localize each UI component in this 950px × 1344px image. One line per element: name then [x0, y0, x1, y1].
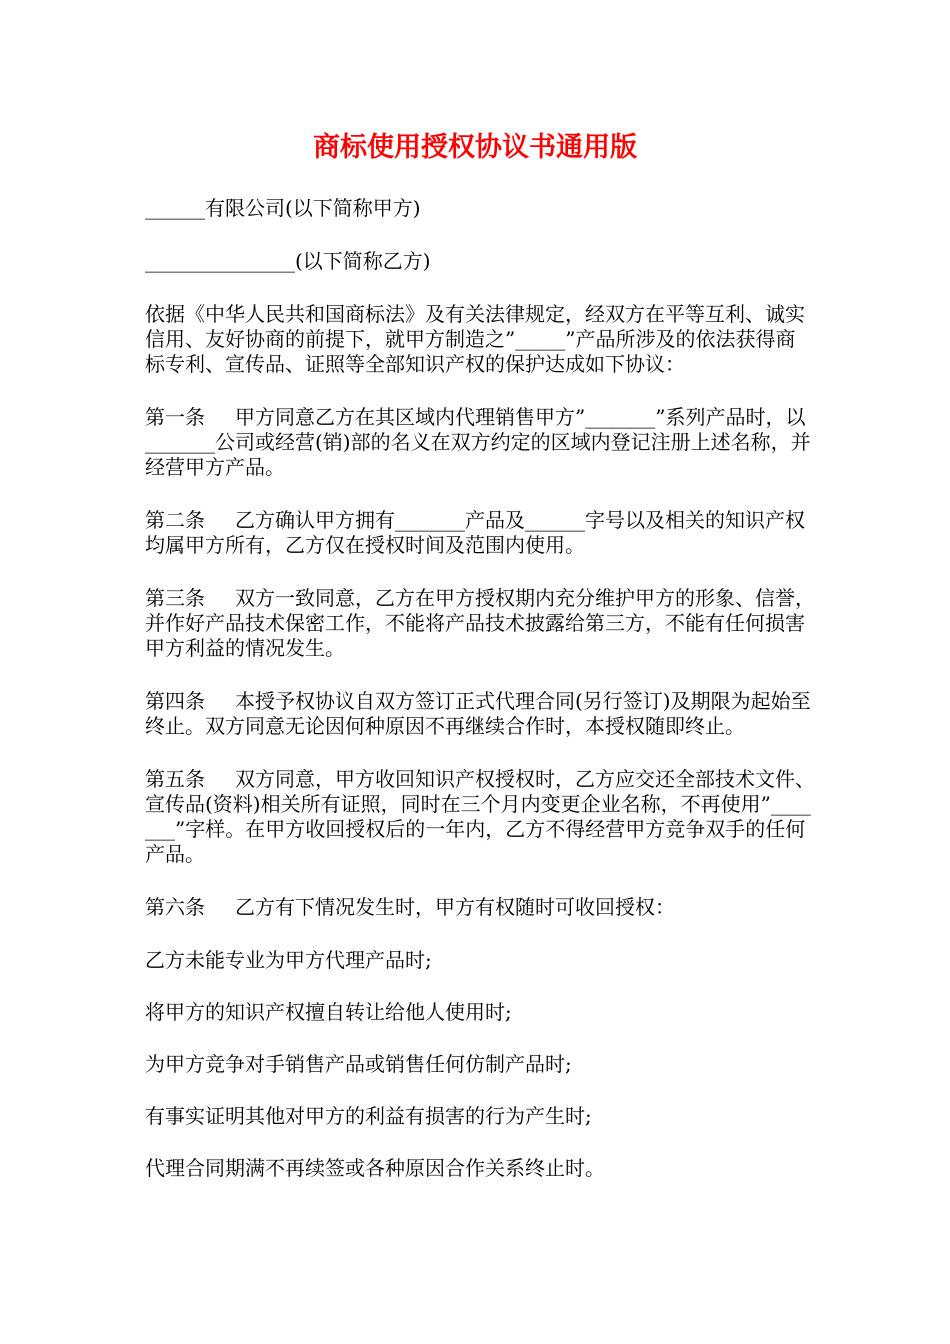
condition-item: 乙方未能专业为甲方代理产品时;: [145, 948, 432, 972]
article-label: 第四条: [145, 689, 205, 713]
party-b-line: _______________(以下简称乙方): [145, 249, 431, 273]
document-body: [145, 196, 815, 1208]
document-title: 商标使用授权协议书通用版: [313, 132, 637, 163]
condition-item: 有事实证明其他对甲方的利益有损害的行为产生时;: [145, 1104, 592, 1128]
party-a-line: ______有限公司(以下简称甲方): [145, 196, 421, 220]
condition-item: 代理合同期满不再续签或各种原因合作关系终止时。: [145, 1156, 605, 1180]
condition-item: 为甲方竞争对手销售产品或销售任何仿制产品时;: [145, 1052, 572, 1076]
article-5: [145, 767, 815, 867]
article-text: 双方一致同意，乙方在甲方授权期内充分维护甲方的形象、信誉，并作好产品技术保密工作，不能将产品技术披露给第三方，不能有任何损害甲方利益的情况发生。: [145, 586, 815, 660]
article-2: [145, 508, 815, 558]
article-6: [145, 895, 815, 920]
article-text: 乙方有下情况发生时，甲方有权随时可收回授权：: [235, 895, 675, 919]
article-text: 双方同意，甲方收回知识产权授权时，乙方应交还全部技术文件、宣传品(资料)相关所有证照，同时在三个月内变更企业名称，不再使用”_______”字样。在甲方收回授权后的一年内，乙方不得经营甲方竞争双手的任何产品。: [145, 767, 815, 866]
preamble-paragraph: 依据《中华人民共和国商标法》及有关法律规定，经双方在平等互利、诚实信用、友好协商的前提下，就甲方制造之”_____”产品所涉及的依法获得商标专利、宣传品、证照等全部知识产权的保护达成如下协议：: [145, 302, 805, 376]
article-4: [145, 689, 815, 739]
article-label: 第三条: [145, 586, 205, 610]
article-label: 第二条: [145, 508, 205, 532]
condition-item: 将甲方的知识产权擅自转让给他人使用时;: [145, 1000, 512, 1024]
article-1: [145, 405, 815, 480]
article-3: [145, 586, 815, 661]
article-text: 甲方同意乙方在其区域内代理销售甲方”_______”系列产品时，以_______公司或经营(销)部的名义在双方约定的区域内登记注册上述名称，并经营甲方产品。: [145, 405, 811, 479]
article-text: 乙方确认甲方拥有_______产品及______字号以及相关的知识产权均属甲方所有，乙方仅在授权时间及范围内使用。: [145, 508, 805, 557]
article-text: 本授予权协议自双方签订正式代理合同(另行签订)及期限为起始至终止。双方同意无论因何种原因不再继续合作时，本授权随即终止。: [145, 689, 811, 738]
article-label: 第一条: [145, 405, 205, 429]
article-label: 第五条: [145, 767, 205, 791]
article-label: 第六条: [145, 895, 205, 919]
